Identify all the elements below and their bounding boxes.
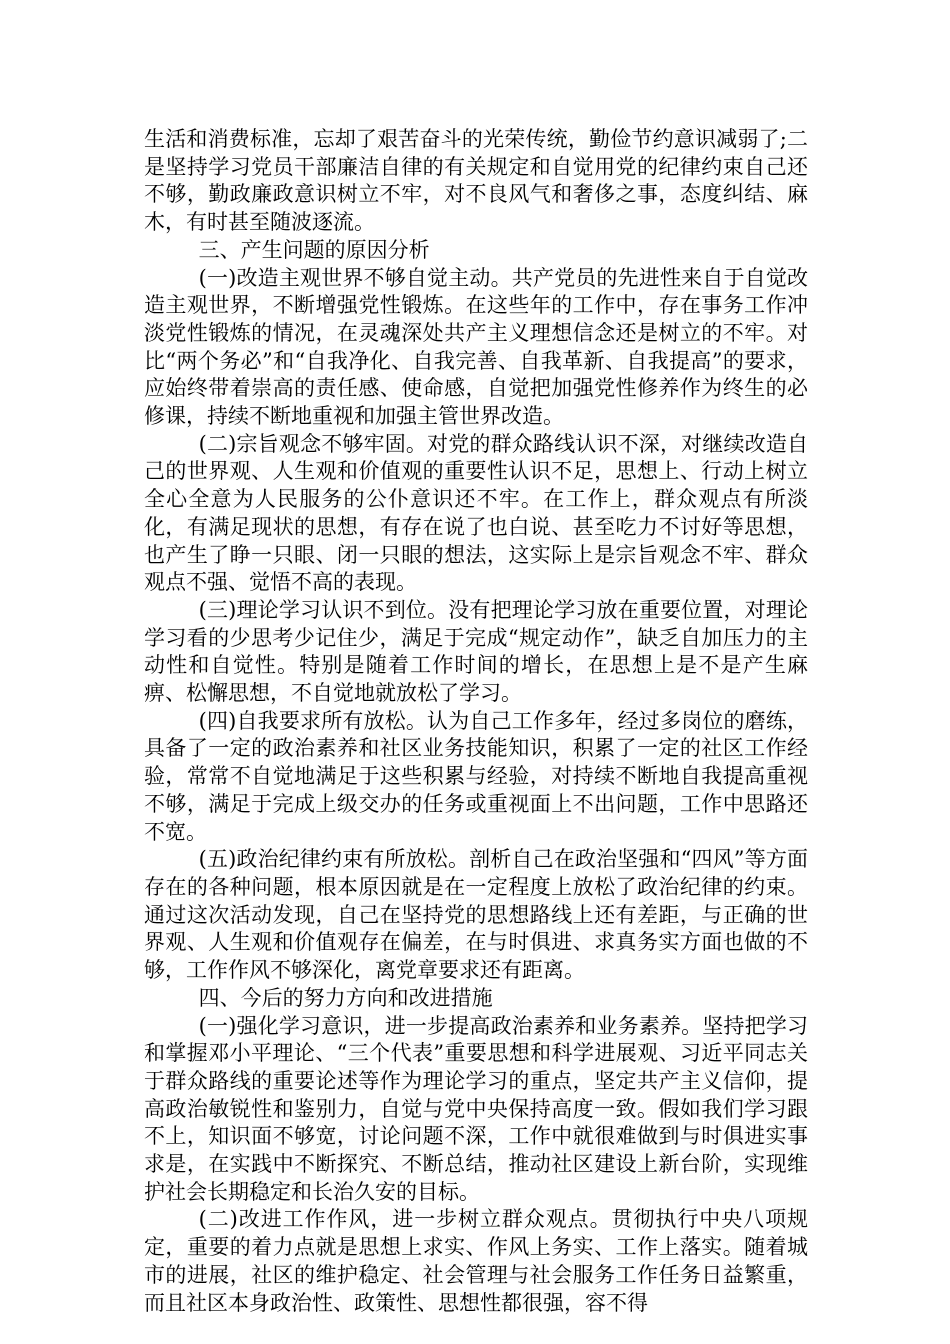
paragraph-cause-1: (一)改造主观世界不够自觉主动。共产党员的先进性来自于自觉改造主观世界，不断增强党性锻炼。在这些年的工作中，存在事务工作冲淡党性锻炼的情况，在灵魂深处共产主义理想信念还是树立的不牢。对比“两个务必”和“自我净化、自我完善、自我革新、自我提高”的要求，应始终带着崇高的责任感、使命感，自觉把加强党性修养作为终生的必修课，持续不断地重视和加强主管世界改造。: [144, 265, 808, 429]
paragraph-cause-5: (五)政治纪律约束有所放松。剖析自己在政治坚强和“四风”等方面存在的各种问题，根本原因就是在一定程度上放松了政治纪律的约束。通过这次活动发现，自己在坚持党的思想路线上还有差距，与正确的世界观、人生观和价值观存在偏差，在与时俱进、求真务实方面也做的不够，工作作风不够深化，离党章要求还有距离。: [144, 847, 808, 983]
document-page: [144, 126, 808, 1317]
paragraph-cause-3: (三)理论学习认识不到位。没有把理论学习放在重要位置，对理论学习看的少思考少记住少，满足于完成“规定动作”，缺乏自加压力的主动性和自觉性。特别是随着工作时间的增长，在思想上是不是产生麻痹、松懈思想，不自觉地就放松了学习。: [144, 597, 808, 706]
paragraph-measure-2: (二)改进工作作风，进一步树立群众观点。贯彻执行中央八项规定，重要的着力点就是思想上求实、作风上务实、工作上落实。随着城市的进展，社区的维护稳定、社会管理与社会服务工作任务日益繁重，而且社区本身政治性、政策性、思想性都很强，容不得: [144, 1207, 808, 1315]
paragraph-continued: 生活和消费标准，忘却了艰苦奋斗的光荣传统，勤俭节约意识减弱了;二是坚持学习党员干部廉洁自律的有关规定和自觉用党的纪律约束自己还不够，勤政廉政意识树立不牢，对不良风气和奢侈之事，态度纠结、麻木，有时甚至随波逐流。: [144, 127, 808, 235]
paragraph-cause-2: (二)宗旨观念不够牢固。对党的群众路线认识不深，对继续改造自己的世界观、人生观和价值观的重要性认识不足，思想上、行动上树立全心全意为人民服务的公仆意识还不牢。在工作上，群众观点有所淡化，有满足现状的思想，有存在说了也白说、甚至吃力不讨好等思想，也产生了睁一只眼、闭一只眼的想法，这实际上是宗旨观念不牢、群众观点不强、觉悟不高的表现。: [144, 431, 808, 595]
section-heading-measures: 四、今后的努力方向和改进措施: [198, 985, 493, 1010]
paragraph-cause-4: (四)自我要求所有放松。认为自己工作多年，经过多岗位的磨练，具备了一定的政治素养和社区业务技能知识，积累了一定的社区工作经验，常常不自觉地满足于这些积累与经验，对持续不断地自我提高重视不够，满足于完成上级交办的任务或重视面上不出问题，工作中思路还不宽。: [144, 708, 808, 844]
section-heading-causes: 三、产生问题的原因分析: [198, 237, 430, 262]
paragraph-measure-1: (一)强化学习意识，进一步提高政治素养和业务素养。坚持把学习和掌握邓小平理论、“三个代表”重要思想和科学进展观、习近平同志关于群众路线的重要论述等作为理论学习的重点，坚定共产主义信仰，提高政治敏锐性和鉴别力，自觉与党中央保持高度一致。假如我们学习跟不上，知识面不够宽，讨论问题不深，工作中就很难做到与时俱进实事求是，在实践中不断探究、不断总结，推动社区建设上新台阶，实现维护社会长期稳定和长治久安的目标。: [144, 1013, 808, 1204]
